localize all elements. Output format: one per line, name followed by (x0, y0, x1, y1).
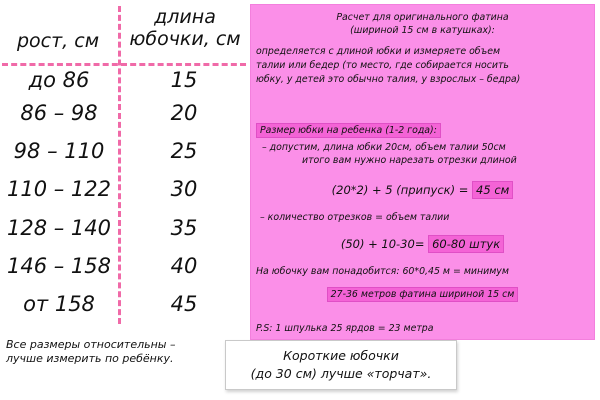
short-skirts-line2: (до 30 см) лучше «торчат». (250, 366, 432, 381)
short-skirts-note (225, 340, 457, 390)
table-row (0, 248, 250, 284)
table-row (0, 95, 250, 131)
sizes-note (6, 338, 236, 366)
cell-height: 98 – 110 (13, 139, 105, 163)
cell-height: 86 – 98 (20, 101, 98, 125)
cell-height: до 86 (28, 68, 90, 92)
table-row (0, 210, 250, 246)
intro-line2: талии или бедер (то место, где собирается носить (256, 60, 509, 71)
cell-height: 110 – 122 (6, 177, 111, 201)
example-title (256, 125, 589, 137)
size-table (0, 0, 250, 325)
cell-height: 146 – 158 (6, 254, 111, 278)
need-result-row (256, 289, 589, 301)
cell-length: 20 (170, 101, 198, 125)
header-height: рост, см (16, 30, 100, 52)
formula-count-expression: (50) + 10-30= (340, 237, 425, 251)
calculation-panel (250, 4, 595, 340)
cell-length: 25 (170, 139, 198, 163)
cell-height: от 158 (23, 292, 95, 316)
need-line: На юбочку вам понадобится: 60*0,45 м = минимум (256, 266, 509, 277)
example-line1: – допустим, длина юбки 20см, объем талии 50см (262, 142, 506, 153)
intro-line1: определяется с длиной юбки и измеряете объем (256, 46, 501, 57)
table-row (0, 171, 250, 207)
table-row (0, 62, 250, 98)
example-line2: итого вам нужно нарезать отрезки длиной (302, 155, 517, 166)
formula-count-result: 60-80 штук (428, 235, 504, 253)
cell-height: 128 – 140 (6, 216, 111, 240)
formula-length (256, 182, 589, 198)
cell-length: 15 (170, 68, 198, 92)
table-row (0, 286, 250, 322)
table-row (0, 133, 250, 169)
panel-title-line2: (шириной 15 см в катушках): (350, 25, 495, 36)
formula-count (256, 236, 589, 252)
formula-length-result: 45 см (472, 181, 513, 199)
header-length (122, 6, 248, 50)
count-label: – количество отрезков = объем талии (260, 212, 450, 223)
formula-length-expression: (20*2) + 5 (припуск) = (331, 183, 469, 197)
need-result-highlight: 27-36 метров фатина шириной 15 см (327, 287, 519, 302)
header-length-line2: юбочки, см (129, 28, 241, 50)
header-length-line1: длина (154, 6, 216, 28)
cell-length: 35 (170, 216, 198, 240)
cell-length: 40 (170, 254, 198, 278)
cell-length: 30 (170, 177, 198, 201)
sizes-note-line1: Все размеры относительны – (6, 338, 176, 351)
short-skirts-line1: Короткие юбочки (283, 348, 399, 363)
example-title-highlight: Размер юбки на ребенка (1-2 года): (256, 123, 441, 138)
panel-title-line1: Расчет для оригинального фатина (336, 12, 509, 23)
intro-line3: юбку, у детей это обычно талия, у взрослых – бедра) (256, 74, 521, 85)
ps-note: P.S: 1 шпулька 25 ярдов = 23 метра (256, 323, 434, 334)
sizes-note-line2: лучше измерить по ребёнку. (6, 352, 174, 365)
cell-length: 45 (170, 292, 198, 316)
